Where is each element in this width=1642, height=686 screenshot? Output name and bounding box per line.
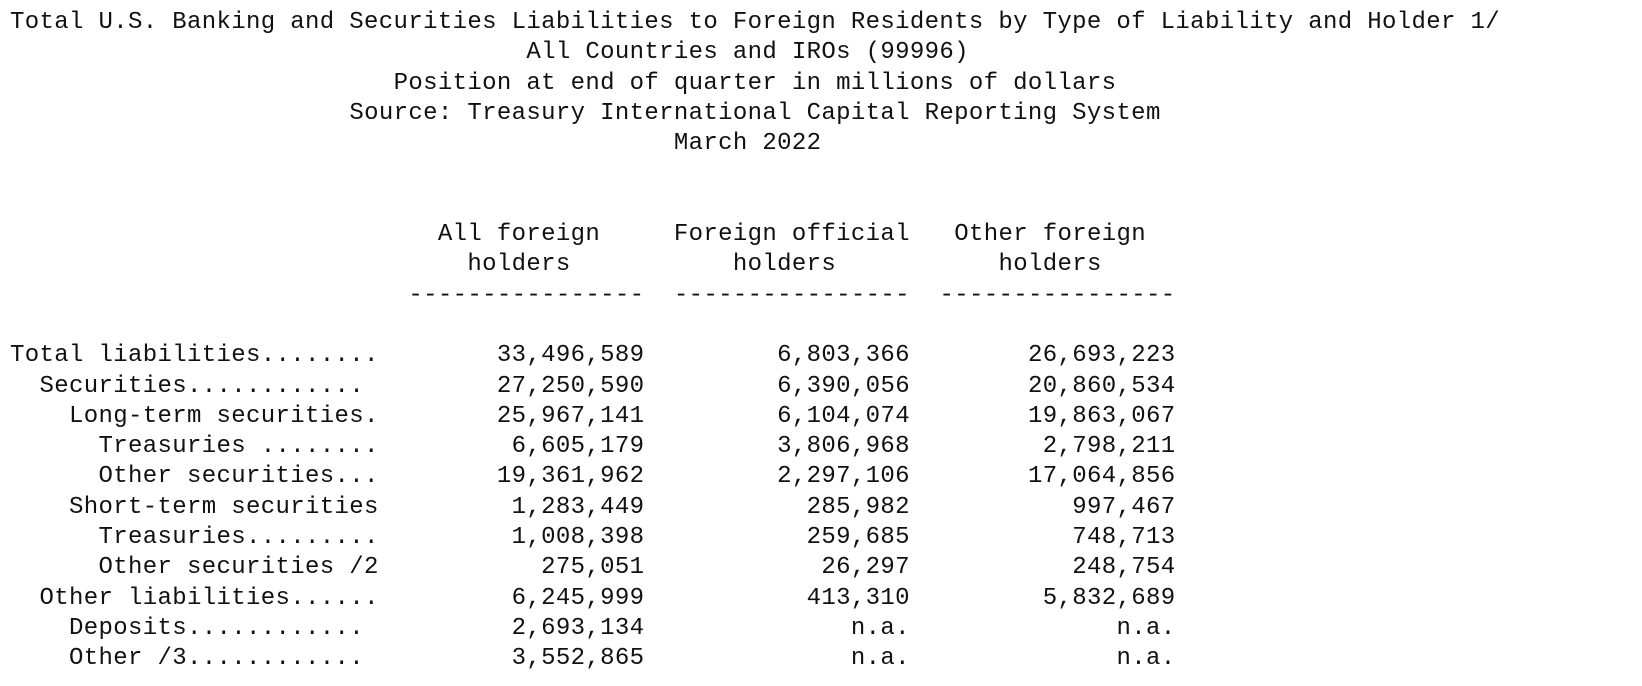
cell-value: n.a. <box>1116 614 1176 642</box>
blank-line <box>10 190 1500 220</box>
table-row <box>10 493 1500 523</box>
table-row <box>10 553 1500 583</box>
separator-line <box>10 281 1500 311</box>
table-row <box>10 462 1500 492</box>
report-source: Source: Treasury International Capital Reporting System <box>349 99 1161 127</box>
cell-value: n.a. <box>1116 645 1176 673</box>
cell-value: 2,297,106 <box>777 463 910 491</box>
cell-value: 6,245,999 <box>511 584 645 612</box>
cell-value: 997,467 <box>1072 493 1176 521</box>
cell-value: n.a. <box>850 645 910 673</box>
row-label: Other /3............ <box>69 645 365 673</box>
cell-value: n.a. <box>850 614 910 642</box>
cell-value: 27,250,590 <box>496 372 645 400</box>
row-label: Other liabilities...... <box>39 584 379 612</box>
row-label: Total liabilities........ <box>10 342 379 370</box>
row-label: Short-term securities <box>69 493 379 521</box>
row-label: Other securities /2 <box>98 554 379 582</box>
column-header-1: holders <box>467 251 571 279</box>
column-separator: ---------------- <box>939 281 1176 309</box>
cell-value: 6,803,366 <box>777 342 910 370</box>
row-label: Long-term securities. <box>69 402 379 430</box>
report-subtitle-line <box>10 38 1500 68</box>
table-row <box>10 614 1500 644</box>
cell-value: 248,754 <box>1072 554 1176 582</box>
cell-value: 413,310 <box>806 584 910 612</box>
cell-value: 285,982 <box>806 493 910 521</box>
cell-value: 3,552,865 <box>511 645 645 673</box>
row-label: Deposits............ <box>69 614 365 642</box>
column-header-2: Foreign official <box>673 221 910 249</box>
report-units: Position at end of quarter in millions of dollars <box>393 69 1117 97</box>
table-row <box>10 341 1500 371</box>
report-subtitle: All Countries and IROs (99996) <box>526 39 969 67</box>
report-text <box>10 8 1500 675</box>
cell-value: 2,693,134 <box>511 614 645 642</box>
column-header-line <box>10 250 1500 280</box>
cell-value: 748,713 <box>1072 524 1176 552</box>
report-units-line <box>10 69 1500 99</box>
cell-value: 1,283,449 <box>511 493 645 521</box>
report-period-line <box>10 129 1500 159</box>
column-separator: ---------------- <box>408 281 645 309</box>
cell-value: 17,064,856 <box>1027 463 1176 491</box>
cell-value: 26,297 <box>821 554 910 582</box>
cell-value: 1,008,398 <box>511 524 645 552</box>
cell-value: 2,798,211 <box>1042 433 1176 461</box>
column-header-3: Other foreign <box>954 221 1146 249</box>
cell-value: 33,496,589 <box>496 342 645 370</box>
column-header-2: holders <box>732 251 837 279</box>
cell-value: 19,863,067 <box>1027 402 1176 430</box>
column-header-3: holders <box>998 251 1102 279</box>
row-label: Securities............ <box>39 372 365 400</box>
column-header-1: All foreign <box>437 221 601 249</box>
report-period: March 2022 <box>673 130 822 158</box>
row-label: Treasuries......... <box>98 524 379 552</box>
report-source-line <box>10 99 1500 129</box>
cell-value: 3,806,968 <box>777 433 910 461</box>
cell-value: 20,860,534 <box>1027 372 1176 400</box>
blank-line <box>10 311 1500 341</box>
row-label: Other securities... <box>98 463 379 491</box>
table-row <box>10 523 1500 553</box>
cell-value: 259,685 <box>806 524 910 552</box>
table-row <box>10 372 1500 402</box>
blank-line <box>10 159 1500 189</box>
table-row <box>10 402 1500 432</box>
table-row <box>10 644 1500 674</box>
table-row <box>10 432 1500 462</box>
cell-value: 6,390,056 <box>777 372 910 400</box>
cell-value: 26,693,223 <box>1027 342 1176 370</box>
row-label: Treasuries ........ <box>98 433 379 461</box>
table-row <box>10 584 1500 614</box>
cell-value: 6,605,179 <box>511 433 645 461</box>
cell-value: 19,361,962 <box>496 463 645 491</box>
report-title: Total U.S. Banking and Securities Liabilities to Foreign Residents by Type of Liability and Holder 1/ <box>10 9 1500 36</box>
cell-value: 6,104,074 <box>777 402 910 430</box>
column-header-line <box>10 220 1500 250</box>
report-title-line <box>10 8 1500 38</box>
cell-value: 275,051 <box>541 554 645 582</box>
cell-value: 25,967,141 <box>496 402 645 430</box>
column-separator: ---------------- <box>673 281 910 309</box>
cell-value: 5,832,689 <box>1042 584 1176 612</box>
